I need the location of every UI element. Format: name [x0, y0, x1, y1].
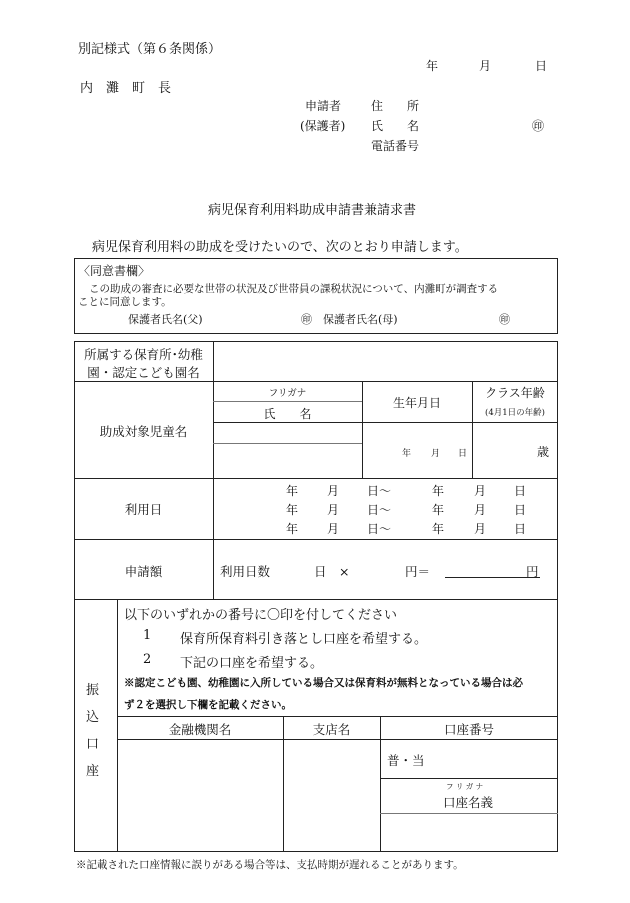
- date-month: 月: [327, 522, 340, 536]
- bank-name-header: 金融機関名: [168, 722, 232, 737]
- guardian-label: (保護者): [300, 119, 346, 133]
- facility-label-line1: 所属する保育所･幼稚: [84, 347, 203, 362]
- date-month-label: 月: [479, 59, 492, 73]
- form-label: 別記様式（第６条関係）: [78, 42, 222, 57]
- transfer-side-char-1: 振: [86, 683, 100, 698]
- date-day-from: 日～: [367, 522, 392, 536]
- document-title: 病児保育利用料助成申請書兼請求書: [208, 203, 417, 218]
- child-name-field[interactable]: [214, 444, 361, 477]
- child-furigana-field[interactable]: [214, 423, 361, 442]
- option-1-number: 1: [143, 628, 152, 643]
- date-month-to: 月: [474, 503, 487, 517]
- transfer-side-char-3: 口: [86, 737, 100, 752]
- date-day-label: 日: [535, 59, 548, 73]
- date-month-to: 月: [474, 484, 487, 498]
- name-label: 氏 名: [371, 119, 420, 133]
- date-year: 年: [286, 484, 299, 498]
- facility-name-field[interactable]: [214, 342, 557, 380]
- transfer-note-line2: ず２を選択し下欄を記載ください。: [124, 699, 292, 711]
- date-month: 月: [327, 503, 340, 517]
- date-day-from: 日～: [367, 503, 392, 517]
- option-2-text: 下記の口座を希望する。: [180, 656, 324, 671]
- date-month: 月: [327, 484, 340, 498]
- transfer-side-char-4: 座: [86, 764, 100, 779]
- consent-mother-seal: ㊞: [499, 313, 510, 326]
- yen-equals-label: 円＝: [405, 564, 431, 579]
- account-number-header: 口座番号: [443, 722, 494, 737]
- class-age-note: (4月1日の年齢): [485, 408, 545, 418]
- phone-label: 電話番号: [371, 139, 420, 153]
- consent-heading: 〈同意書欄〉: [78, 264, 151, 278]
- use-date-label: 利用日: [124, 502, 163, 517]
- date-day-to: 日: [514, 484, 527, 498]
- class-age-header: クラス年齢: [485, 386, 545, 400]
- footer-note: ※記載された口座情報に誤りがある場合等は、支払時期が遅れることがあります。: [76, 859, 464, 871]
- date-month-to: 月: [474, 522, 487, 536]
- addressee: 内 灘 町 長: [80, 81, 172, 96]
- applicant-seal: ㊞: [532, 119, 545, 133]
- date-day-to: 日: [514, 503, 527, 517]
- consent-body-line2: ことに同意します。: [78, 296, 172, 308]
- birth-day-label: 日: [458, 449, 468, 459]
- use-days-label: 利用日数: [220, 564, 271, 579]
- account-holder-label: 口座名義: [443, 795, 494, 810]
- bank-name-field[interactable]: [118, 740, 282, 851]
- consent-father-label[interactable]: 保護者氏名(父): [128, 313, 203, 326]
- branch-name-field[interactable]: [284, 740, 379, 851]
- birth-year-label: 年: [402, 449, 412, 459]
- birth-month-label: 月: [431, 449, 441, 459]
- days-unit-label: 日 ×: [314, 564, 350, 579]
- date-year: 年: [286, 503, 299, 517]
- option-1-text: 保育所保育料引き落とし口座を希望する。: [180, 632, 428, 647]
- date-year-label: 年: [426, 59, 439, 73]
- branch-header: 支店名: [312, 722, 351, 737]
- date-year-to: 年: [432, 484, 445, 498]
- child-name-header: 氏 名: [263, 407, 312, 421]
- address-label: 住 所: [371, 99, 420, 113]
- amount-label: 申請額: [124, 564, 163, 579]
- age-unit-label: 歳: [537, 445, 550, 459]
- holder-furigana-label: フ リ ガ ナ: [446, 782, 484, 791]
- intro-text: 病児保育利用料の助成を受けたいので、次のとおり申請します。: [92, 240, 468, 255]
- date-year-to: 年: [432, 503, 445, 517]
- date-day-to: 日: [514, 522, 527, 536]
- account-number-field[interactable]: [430, 741, 556, 777]
- consent-mother-label[interactable]: 保護者氏名(母): [323, 313, 398, 326]
- date-day-from: 日～: [367, 484, 392, 498]
- facility-label-line2: 園・認定こども園名: [87, 365, 200, 380]
- transfer-side-char-2: 込: [86, 710, 100, 725]
- account-type-selector[interactable]: 普・当: [387, 753, 425, 768]
- consent-body-line1: この助成の審査に必要な世帯の状況及び世帯員の課税状況について、内灘町が調査する: [89, 283, 499, 295]
- date-year: 年: [286, 522, 299, 536]
- birthdate-header: 生年月日: [392, 396, 441, 410]
- transfer-instruction: 以下のいずれかの番号に〇印を付してください: [124, 608, 398, 623]
- applicant-label: 申請者: [305, 99, 342, 113]
- child-label: 助成対象児童名: [99, 424, 188, 439]
- option-2-number: 2: [143, 652, 152, 667]
- transfer-note-line1: ※認定こども園、幼稚園に入所している場合又は保育料が無料となっている場合は必: [124, 677, 523, 689]
- date-year-to: 年: [432, 522, 445, 536]
- account-holder-field[interactable]: [381, 814, 557, 851]
- yen-unit-label: 円: [526, 564, 539, 579]
- furigana-header: フリガナ: [268, 388, 307, 399]
- consent-father-seal: ㊞: [301, 313, 312, 326]
